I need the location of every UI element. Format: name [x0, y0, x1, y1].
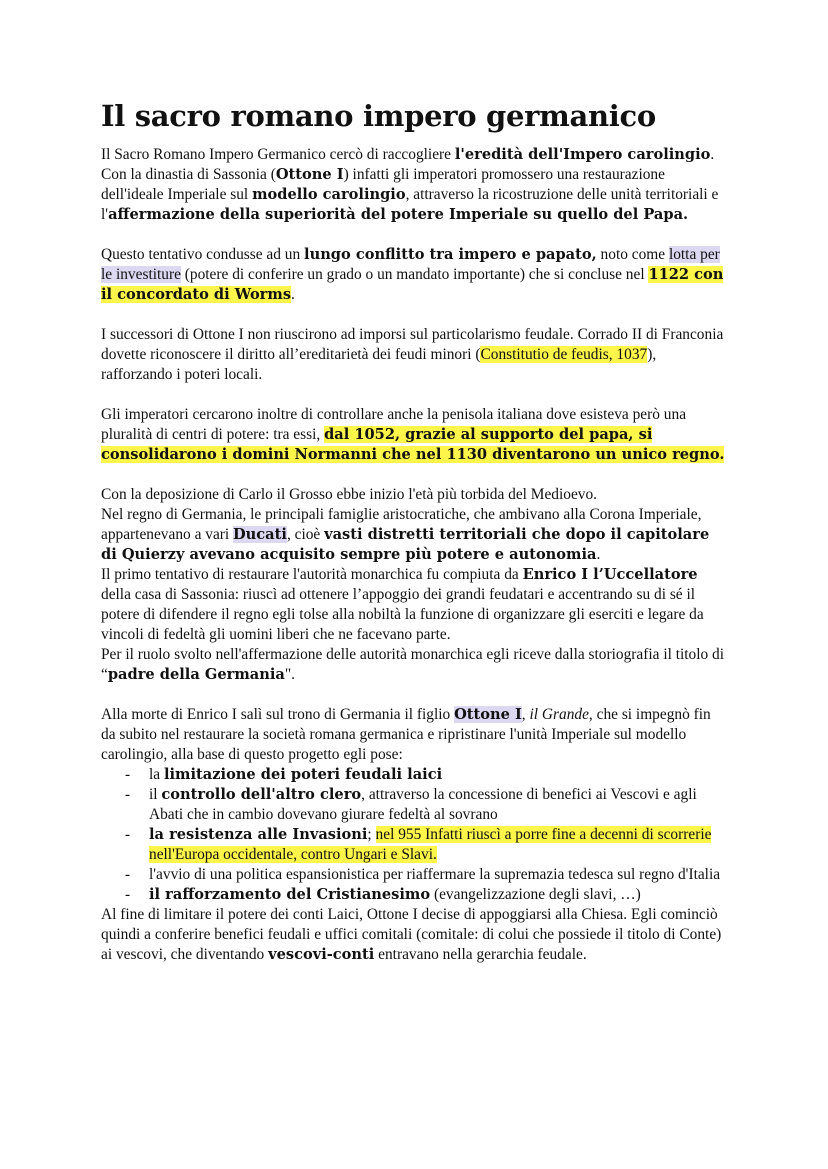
text: . [291, 286, 295, 303]
text: ) infatti gli imperatori promossero una restaurazione dell'ideale Imperiale sul [101, 166, 665, 203]
bold-text: l'eredità dell'Impero carolingio [454, 146, 711, 163]
paragraph-successori [101, 325, 729, 385]
bold-text: padre della Germania [107, 666, 285, 683]
list-item [101, 885, 729, 905]
bold-text: vescovi-conti [268, 946, 375, 963]
paragraph-penisola [101, 405, 729, 465]
text: I successori di Ottone I non riuscirono ad imporsi sul particolarismo feudale. Corrado II di Franconia dovette riconoscere il diritto all’ereditarietà dei feudi minori ( [101, 326, 724, 363]
italic-text: il Grande [529, 706, 589, 723]
document-body [101, 98, 729, 965]
text: entravano nella gerarchia feudale. [374, 946, 587, 963]
bold-text: il rafforzamento del Cristianesimo [149, 886, 431, 903]
text: Alla morte di Enrico I salì sul trono di Germania il figlio [101, 706, 455, 723]
text: Questo tentativo condusse ad un [101, 246, 305, 263]
bold-text: controllo dell'altro clero [161, 786, 362, 803]
text: ; [367, 826, 376, 843]
list-item [101, 865, 729, 885]
text: , attraverso la concessione di benefici ai Vescovi e agli Abati che in cambio dovevano giurare fedeltà al sovrano [149, 786, 697, 823]
dash-bullet: - [125, 826, 131, 843]
paragraph-vescovi [101, 905, 729, 965]
text: , [521, 706, 530, 723]
text: l'avvio di una politica espansionistica per riaffermare la supremazia tedesca sul regno d'Italia [149, 866, 721, 883]
text: , che si impegnò fin da subito nel restaurare la società romana germanica e ripristinare l'unità Imperiale sul modello carolingio, alla base di questo progetto egli pose: [101, 706, 711, 763]
text: , attraverso la ricostruzione delle unità territoriali e l' [101, 186, 719, 223]
dash-bullet: - [125, 766, 131, 783]
highlight-purple: Ducati [233, 526, 287, 543]
text: ". [284, 666, 295, 683]
text: . [710, 146, 715, 163]
highlight-yellow: Constitutio de feudis, 1037 [480, 346, 648, 363]
text: Il primo tentativo di restaurare l'autorità monarchica fu compiuta da [101, 566, 523, 583]
highlight-yellow: si consolidarono i domini Normanni che nel 1130 diventarono un unico regno. [101, 426, 725, 463]
dash-bullet: - [125, 866, 131, 883]
paragraph-ottone [101, 705, 729, 765]
paragraph-gap [101, 685, 729, 705]
dash-bullet: - [125, 786, 131, 803]
page-title: Il sacro romano impero germanico [101, 99, 656, 133]
list-item [101, 825, 729, 865]
bullet-list [101, 765, 729, 905]
text: Gli imperatori cercarono inoltre di controllare anche la penisola italiana dove esisteva però una pluralità di centri di potere: tra essi, [101, 406, 687, 443]
list-item [101, 785, 729, 825]
text: il [149, 786, 162, 803]
bold-text: Enrico I l’Uccellatore [522, 566, 698, 583]
text: Per il ruolo svolto nell'affermazione delle autorità monarchica egli riceve dalla storiografia il titolo di “ [101, 646, 725, 683]
paragraph-deposizione: Con la deposizione di Carlo il Grosso ebbe inizio l'età più torbida del Medioevo. [101, 486, 598, 503]
bold-text: modello carolingio [252, 186, 406, 203]
text: Al fine di limitare il potere dei conti Laici, Ottone I decise di appoggiarsi alla Chiesa. Egli cominciò quindi a conferire benefici feudali e uffici comitali (comitale: di colui che possiede il titolo di Conte) ai vescovi, che diventando [101, 906, 722, 963]
text: noto come [596, 246, 669, 263]
text: Il Sacro Romano Impero Germanico cercò di raccogliere [101, 146, 455, 163]
text: la [149, 766, 164, 783]
bold-text: limitazione dei poteri feudali laici [163, 766, 443, 783]
paragraph-eredita [101, 145, 729, 165]
text: , cioè [286, 526, 325, 543]
text: . [596, 546, 601, 563]
paragraph-gap [101, 225, 729, 245]
bold-text: la resistenza alle Invasioni [149, 826, 368, 843]
bold-text: vasti distretti territoriali che dopo il capitolare di Quierzy avevano acquisito sempre più potere e autonomia [101, 526, 710, 563]
paragraph-padre [101, 645, 729, 685]
highlight-purple: Ottone I [454, 706, 522, 723]
text: (potere di conferire un grado o un mandato importante) che si concluse nel [180, 266, 649, 283]
bold-text: Ottone I [275, 166, 344, 183]
dash-bullet: - [125, 886, 131, 903]
bold-text: affermazione della superiorità del potere Imperiale su quello del Papa. [108, 206, 689, 223]
highlight-yellow: , grazie al supporto del papa, [395, 426, 639, 443]
highlight-yellow: dal 1052 [324, 426, 395, 443]
highlight-yellow: nel 955 Infatti riuscì a porre fine a decenni di scorrerie nell'Europa occidentale, contro Ungari e Slavi. [149, 826, 712, 863]
highlight-yellow: 1122 con il concordato di Worms [101, 266, 724, 303]
text: (evangelizzazione degli slavi, …) [430, 886, 641, 903]
highlight-purple: lotta per le investiture [101, 246, 720, 283]
paragraph-enrico [101, 565, 729, 645]
text: della casa di Sassonia: riuscì ad ottenere l’appoggio dei grandi feudatari e accentrando su di sé il potere di difendere il regno egli tolse alla nobiltà la funzione di organizzare gli eserciti e legare da vincoli di fedeltà gli uomini liberi che ne facevano parte. [101, 586, 704, 643]
paragraph-gap [101, 385, 729, 405]
paragraph-investiture [101, 245, 729, 305]
list-item [101, 765, 729, 785]
paragraph-ducati [101, 505, 729, 565]
text: Nel regno di Germania, le principali famiglie aristocratiche, che ambivano alla Corona Imperiale, appartenevano a vari [101, 506, 702, 543]
text: ), rafforzando i poteri locali. [101, 346, 657, 383]
paragraph-sassonia [101, 165, 729, 225]
paragraph-gap [101, 305, 729, 325]
text: Con la dinastia di Sassonia ( [101, 166, 276, 183]
paragraph-gap [101, 465, 729, 485]
bold-text: lungo conflitto tra impero e papato, [304, 246, 597, 263]
